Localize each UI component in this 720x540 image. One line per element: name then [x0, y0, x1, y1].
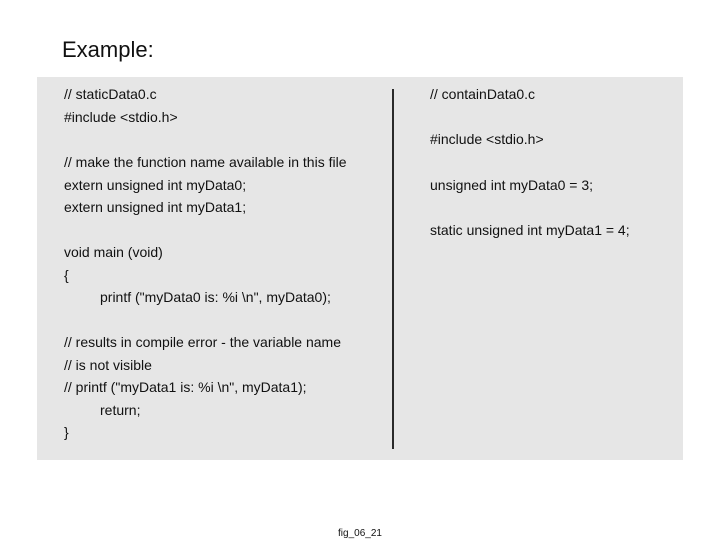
- right-code-line: unsigned int myData0 = 3;: [430, 177, 594, 193]
- left-code-line: {: [64, 267, 69, 283]
- right-code-line: #include <stdio.h>: [430, 131, 544, 147]
- left-code-line: }: [64, 424, 69, 440]
- left-code-line: // staticData0.c: [64, 86, 157, 102]
- left-code-line: // printf ("myData1 is: %i \n", myData1);: [64, 379, 307, 395]
- code-panel: [37, 77, 683, 460]
- right-code-line: static unsigned int myData1 = 4;: [430, 222, 630, 238]
- left-code-line: // is not visible: [64, 357, 152, 373]
- figure-caption: fig_06_21: [338, 528, 382, 539]
- left-code-line: extern unsigned int myData1;: [64, 199, 247, 215]
- left-code-line: extern unsigned int myData0;: [64, 177, 247, 193]
- left-code-line: // results in compile error - the variable name: [64, 334, 341, 350]
- left-code-line: #include <stdio.h>: [64, 109, 178, 125]
- left-code-line: printf ("myData0 is: %i \n", myData0);: [100, 289, 331, 305]
- left-code-line: void main (void): [64, 244, 163, 260]
- right-code-line: // containData0.c: [430, 86, 536, 102]
- slide-title: Example:: [62, 37, 154, 62]
- column-divider: [392, 89, 394, 449]
- left-code-line: // make the function name available in this file: [64, 154, 347, 170]
- left-code-line: return;: [100, 402, 141, 418]
